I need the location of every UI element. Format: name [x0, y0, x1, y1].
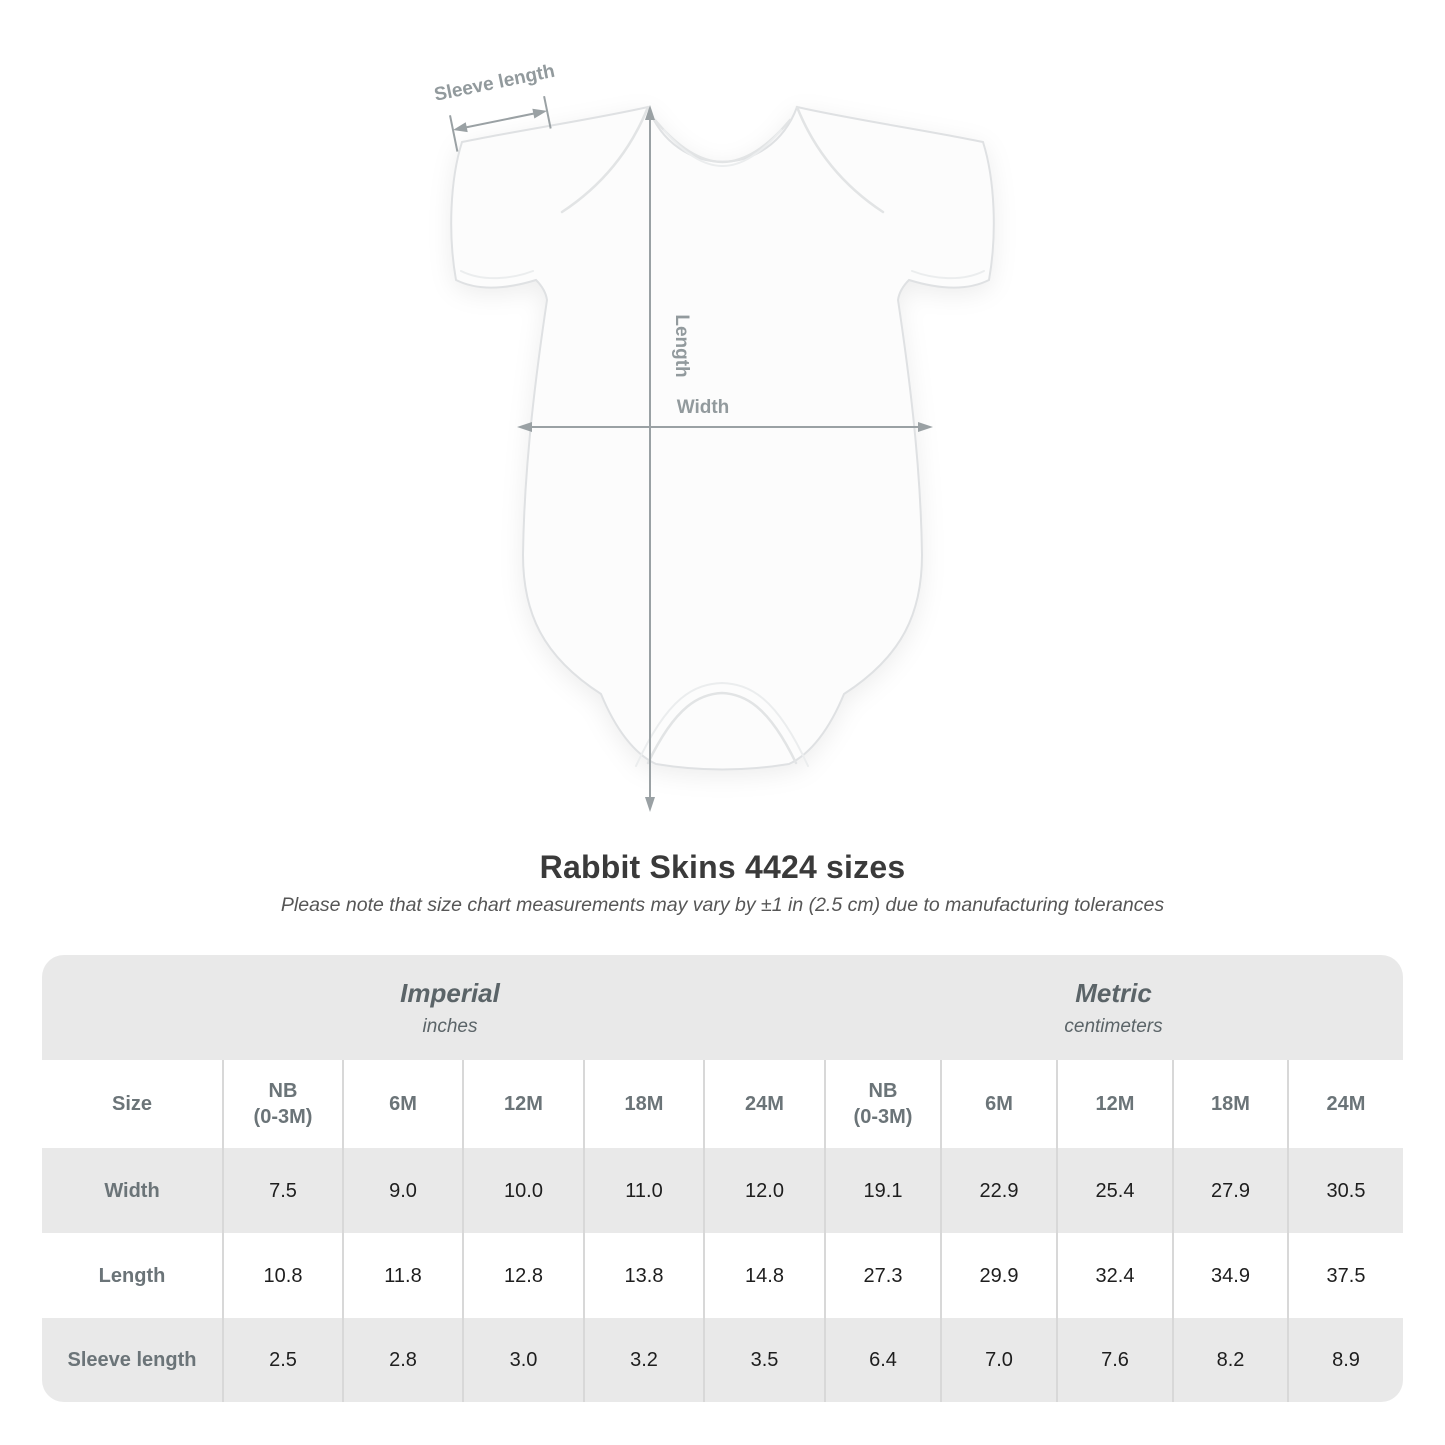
unit-system-band	[42, 955, 1403, 1060]
table-cell: 27.3	[824, 1233, 940, 1318]
table-cell: 3.5	[703, 1318, 824, 1402]
table-row-length	[42, 1233, 1403, 1318]
column-header: 24M	[1287, 1060, 1403, 1148]
table-cell: 7.5	[222, 1148, 342, 1233]
column-header: 12M	[462, 1060, 583, 1148]
arrowhead-down-icon	[645, 797, 655, 812]
table-cell: 7.0	[940, 1318, 1056, 1402]
column-header: NB (0-3M)	[824, 1060, 940, 1148]
row-label: Width	[104, 1179, 160, 1202]
column-header: 18M	[583, 1060, 703, 1148]
width-label: Width	[676, 397, 730, 418]
table-cell: 11.8	[342, 1233, 462, 1318]
table-cell: 34.9	[1172, 1233, 1287, 1318]
table-row-width	[42, 1148, 1403, 1233]
size-table	[42, 955, 1403, 1402]
column-header: 18M	[1172, 1060, 1287, 1148]
imperial-unit: inches	[422, 1015, 478, 1037]
column-header: 6M	[940, 1060, 1056, 1148]
table-header-row	[42, 1060, 1403, 1148]
table-cell: 13.8	[583, 1233, 703, 1318]
table-cell: 10.0	[462, 1148, 583, 1233]
column-header: 6M	[342, 1060, 462, 1148]
sleeve-length-label: Sleeve length	[432, 60, 557, 106]
table-cell: 8.2	[1172, 1318, 1287, 1402]
table-cell: 3.2	[583, 1318, 703, 1402]
table-cell: 29.9	[940, 1233, 1056, 1318]
row-label: Length	[98, 1264, 166, 1287]
bodysuit-outline	[451, 107, 994, 770]
arrowhead-left-icon	[517, 422, 532, 432]
bodysuit-image	[451, 107, 994, 770]
table-cell: 14.8	[703, 1233, 824, 1318]
table-cell: 10.8	[222, 1233, 342, 1318]
imperial-title: Imperial	[400, 977, 500, 1008]
table-cell: 27.9	[1172, 1148, 1287, 1233]
table-cell: 9.0	[342, 1148, 462, 1233]
table-cell: 3.0	[462, 1318, 583, 1402]
table-cell: 25.4	[1056, 1148, 1172, 1233]
length-label: Length	[671, 314, 692, 378]
table-cell: 2.5	[222, 1318, 342, 1402]
metric-title: Metric	[1075, 977, 1152, 1008]
table-cell: 30.5	[1287, 1148, 1403, 1233]
row-label: Sleeve length	[67, 1349, 197, 1371]
column-header: 12M	[1056, 1060, 1172, 1148]
table-cell: 8.9	[1287, 1318, 1403, 1402]
metric-unit: centimeters	[1064, 1015, 1163, 1037]
table-cell: 6.4	[824, 1318, 940, 1402]
tolerance-note: Please note that size chart measurements may vary by ±1 in (2.5 cm) due to manufacturing tolerances	[280, 894, 1165, 916]
table-cell: 32.4	[1056, 1233, 1172, 1318]
table-cell: 19.1	[824, 1148, 940, 1233]
column-header: 24M	[703, 1060, 824, 1148]
size-header-cell: Size	[111, 1093, 153, 1115]
table-cell: 12.8	[462, 1233, 583, 1318]
page-title: Rabbit Skins 4424 sizes	[539, 849, 906, 885]
column-header: NB (0-3M)	[222, 1060, 342, 1148]
table-cell: 12.0	[703, 1148, 824, 1233]
table-row-sleeve-length	[42, 1318, 1403, 1402]
imperial-section-header	[42, 955, 824, 1060]
table-cell: 11.0	[583, 1148, 703, 1233]
table-cell: 37.5	[1287, 1233, 1403, 1318]
table-cell: 7.6	[1056, 1318, 1172, 1402]
table-cell: 2.8	[342, 1318, 462, 1402]
arrowhead-right-icon	[918, 422, 933, 432]
metric-section-header	[824, 955, 1403, 1060]
table-cell: 22.9	[940, 1148, 1056, 1233]
